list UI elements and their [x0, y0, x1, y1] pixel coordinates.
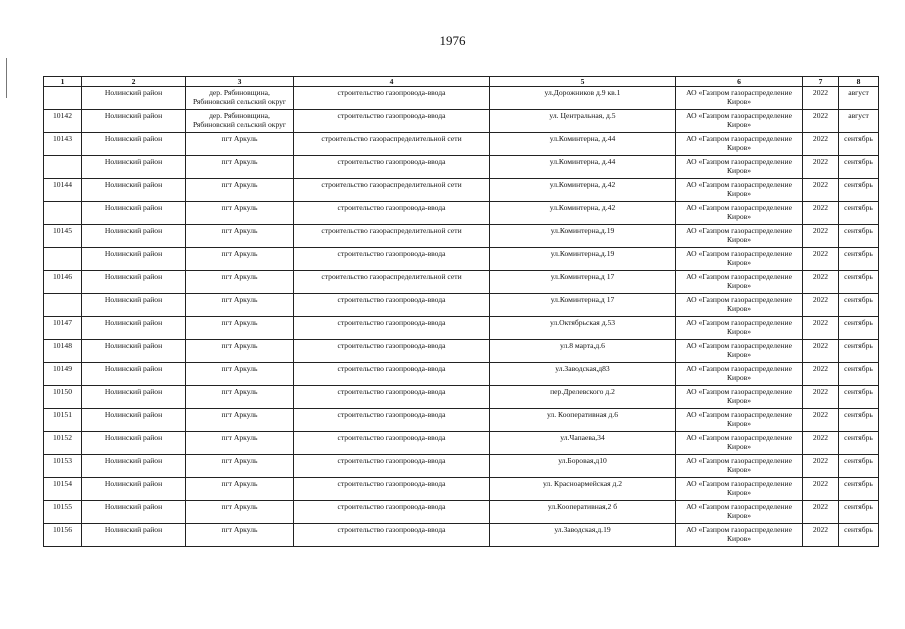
month-cell: сентябрь	[839, 409, 879, 432]
row-number-cell	[44, 248, 82, 271]
row-number-cell: 10155	[44, 501, 82, 524]
column-header: 7	[803, 77, 839, 87]
district-cell: Нолинский район	[82, 340, 186, 363]
table-row	[44, 156, 879, 179]
month-cell: сентябрь	[839, 501, 879, 524]
locality-cell: пгт Аркуль	[186, 409, 294, 432]
year-cell: 2022	[803, 409, 839, 432]
year-cell: 2022	[803, 248, 839, 271]
organization-cell: АО «Газпром газораспределение Киров»	[676, 110, 803, 133]
table-row	[44, 179, 879, 202]
month-cell: сентябрь	[839, 317, 879, 340]
table-row	[44, 87, 879, 110]
locality-cell: дер. Рябиновщина, Рябиновский сельский округ	[186, 110, 294, 133]
organization-cell: АО «Газпром газораспределение Киров»	[676, 133, 803, 156]
organization-cell: АО «Газпром газораспределение Киров»	[676, 248, 803, 271]
month-cell: август	[839, 87, 879, 110]
organization-cell: АО «Газпром газораспределение Киров»	[676, 179, 803, 202]
month-cell: сентябрь	[839, 478, 879, 501]
row-number-cell: 10146	[44, 271, 82, 294]
locality-cell: пгт Аркуль	[186, 133, 294, 156]
year-cell: 2022	[803, 340, 839, 363]
address-cell: ул.Боровая,д10	[490, 455, 676, 478]
locality-cell: пгт Аркуль	[186, 432, 294, 455]
row-number-cell: 10149	[44, 363, 82, 386]
address-cell: пер.Дрелевского д.2	[490, 386, 676, 409]
district-cell: Нолинский район	[82, 455, 186, 478]
page-number: 1976	[439, 33, 466, 48]
month-cell: сентябрь	[839, 294, 879, 317]
address-cell: ул. Кооперативная д.6	[490, 409, 676, 432]
row-number-cell: 10143	[44, 133, 82, 156]
table-row	[44, 294, 879, 317]
work-type-cell: строительство газопровода-ввода	[294, 340, 490, 363]
work-type-cell: строительство газопровода-ввода	[294, 363, 490, 386]
row-number-cell: 10152	[44, 432, 82, 455]
work-type-cell: строительство газопровода-ввода	[294, 156, 490, 179]
month-cell: сентябрь	[839, 432, 879, 455]
header-row	[44, 77, 879, 87]
locality-cell: пгт Аркуль	[186, 248, 294, 271]
table-row	[44, 317, 879, 340]
column-header: 8	[839, 77, 879, 87]
table-row	[44, 455, 879, 478]
address-cell: ул.8 марта,д.6	[490, 340, 676, 363]
month-cell: сентябрь	[839, 271, 879, 294]
work-type-cell: строительство газопровода-ввода	[294, 87, 490, 110]
table-row	[44, 340, 879, 363]
column-header: 4	[294, 77, 490, 87]
column-header: 6	[676, 77, 803, 87]
address-cell: ул.Коминтерна, д.42	[490, 202, 676, 225]
address-cell: ул. Центральная, д.5	[490, 110, 676, 133]
gas-registry-table	[43, 76, 879, 547]
district-cell: Нолинский район	[82, 363, 186, 386]
locality-cell: пгт Аркуль	[186, 363, 294, 386]
table-row	[44, 432, 879, 455]
address-cell: ул.Коминтерна,д.19	[490, 225, 676, 248]
organization-cell: АО «Газпром газораспределение Киров»	[676, 524, 803, 547]
row-number-cell: 10150	[44, 386, 82, 409]
table-row	[44, 225, 879, 248]
organization-cell: АО «Газпром газораспределение Киров»	[676, 294, 803, 317]
work-type-cell: строительство газопровода-ввода	[294, 432, 490, 455]
work-type-cell: строительство газопровода-ввода	[294, 455, 490, 478]
month-cell: сентябрь	[839, 202, 879, 225]
table-row	[44, 202, 879, 225]
organization-cell: АО «Газпром газораспределение Киров»	[676, 478, 803, 501]
work-type-cell: строительство газопровода-ввода	[294, 386, 490, 409]
month-cell: сентябрь	[839, 248, 879, 271]
locality-cell: пгт Аркуль	[186, 271, 294, 294]
year-cell: 2022	[803, 133, 839, 156]
work-type-cell: строительство газопровода-ввода	[294, 478, 490, 501]
district-cell: Нолинский район	[82, 501, 186, 524]
organization-cell: АО «Газпром газораспределение Киров»	[676, 271, 803, 294]
district-cell: Нолинский район	[82, 133, 186, 156]
row-number-cell: 10153	[44, 455, 82, 478]
address-cell: ул.Коминтерна, д.44	[490, 156, 676, 179]
table-row	[44, 363, 879, 386]
month-cell: сентябрь	[839, 524, 879, 547]
month-cell: сентябрь	[839, 363, 879, 386]
table-row	[44, 386, 879, 409]
year-cell: 2022	[803, 87, 839, 110]
district-cell: Нолинский район	[82, 432, 186, 455]
organization-cell: АО «Газпром газораспределение Киров»	[676, 202, 803, 225]
table-row	[44, 133, 879, 156]
table-row	[44, 478, 879, 501]
year-cell: 2022	[803, 179, 839, 202]
row-number-cell	[44, 156, 82, 179]
month-cell: сентябрь	[839, 340, 879, 363]
district-cell: Нолинский район	[82, 317, 186, 340]
row-number-cell: 10156	[44, 524, 82, 547]
organization-cell: АО «Газпром газораспределение Киров»	[676, 363, 803, 386]
work-type-cell: строительство газопровода-ввода	[294, 248, 490, 271]
row-number-cell: 10145	[44, 225, 82, 248]
work-type-cell: строительство газораспределительной сети	[294, 179, 490, 202]
table-row	[44, 501, 879, 524]
address-cell: ул. Красноармейская д.2	[490, 478, 676, 501]
year-cell: 2022	[803, 524, 839, 547]
organization-cell: АО «Газпром газораспределение Киров»	[676, 87, 803, 110]
month-cell: сентябрь	[839, 386, 879, 409]
district-cell: Нолинский район	[82, 271, 186, 294]
address-cell: ул.Чапаева,34	[490, 432, 676, 455]
work-type-cell: строительство газопровода-ввода	[294, 317, 490, 340]
row-number-cell: 10151	[44, 409, 82, 432]
work-type-cell: строительство газопровода-ввода	[294, 110, 490, 133]
organization-cell: АО «Газпром газораспределение Киров»	[676, 409, 803, 432]
district-cell: Нолинский район	[82, 294, 186, 317]
row-number-cell	[44, 294, 82, 317]
row-number-cell: 10154	[44, 478, 82, 501]
year-cell: 2022	[803, 478, 839, 501]
table-row	[44, 248, 879, 271]
year-cell: 2022	[803, 294, 839, 317]
address-cell: ул.Заводская,д83	[490, 363, 676, 386]
year-cell: 2022	[803, 455, 839, 478]
district-cell: Нолинский район	[82, 386, 186, 409]
year-cell: 2022	[803, 156, 839, 179]
organization-cell: АО «Газпром газораспределение Киров»	[676, 455, 803, 478]
district-cell: Нолинский район	[82, 87, 186, 110]
year-cell: 2022	[803, 271, 839, 294]
organization-cell: АО «Газпром газораспределение Киров»	[676, 317, 803, 340]
locality-cell: пгт Аркуль	[186, 317, 294, 340]
year-cell: 2022	[803, 363, 839, 386]
locality-cell: пгт Аркуль	[186, 225, 294, 248]
address-cell: ул.Коминтерна, д.42	[490, 179, 676, 202]
locality-cell: пгт Аркуль	[186, 156, 294, 179]
locality-cell: пгт Аркуль	[186, 340, 294, 363]
address-cell: ул.Коминтерна,д 17	[490, 271, 676, 294]
month-cell: сентябрь	[839, 225, 879, 248]
locality-cell: пгт Аркуль	[186, 501, 294, 524]
column-header: 2	[82, 77, 186, 87]
locality-cell: пгт Аркуль	[186, 294, 294, 317]
locality-cell: пгт Аркуль	[186, 455, 294, 478]
year-cell: 2022	[803, 225, 839, 248]
locality-cell: пгт Аркуль	[186, 386, 294, 409]
row-number-cell: 10147	[44, 317, 82, 340]
month-cell: сентябрь	[839, 133, 879, 156]
address-cell: ул.Коминтерна,д 17	[490, 294, 676, 317]
locality-cell: пгт Аркуль	[186, 179, 294, 202]
row-number-cell: 10148	[44, 340, 82, 363]
table-row	[44, 271, 879, 294]
column-header: 5	[490, 77, 676, 87]
column-header: 1	[44, 77, 82, 87]
work-type-cell: строительство газопровода-ввода	[294, 294, 490, 317]
month-cell: сентябрь	[839, 455, 879, 478]
organization-cell: АО «Газпром газораспределение Киров»	[676, 340, 803, 363]
district-cell: Нолинский район	[82, 110, 186, 133]
column-header: 3	[186, 77, 294, 87]
month-cell: сентябрь	[839, 156, 879, 179]
district-cell: Нолинский район	[82, 202, 186, 225]
year-cell: 2022	[803, 432, 839, 455]
table-row	[44, 110, 879, 133]
district-cell: Нолинский район	[82, 409, 186, 432]
table-row	[44, 524, 879, 547]
organization-cell: АО «Газпром газораспределение Киров»	[676, 156, 803, 179]
row-number-cell	[44, 87, 82, 110]
address-cell: ул.Кооперативная,2 б	[490, 501, 676, 524]
address-cell: ул.Дорожников д.9 кв.1	[490, 87, 676, 110]
locality-cell: пгт Аркуль	[186, 202, 294, 225]
row-number-cell	[44, 202, 82, 225]
work-type-cell: строительство газопровода-ввода	[294, 524, 490, 547]
row-number-cell: 10142	[44, 110, 82, 133]
organization-cell: АО «Газпром газораспределение Киров»	[676, 432, 803, 455]
year-cell: 2022	[803, 386, 839, 409]
district-cell: Нолинский район	[82, 524, 186, 547]
address-cell: ул.Коминтерна,д.19	[490, 248, 676, 271]
work-type-cell: строительство газопровода-ввода	[294, 501, 490, 524]
organization-cell: АО «Газпром газораспределение Киров»	[676, 225, 803, 248]
month-cell: сентябрь	[839, 179, 879, 202]
district-cell: Нолинский район	[82, 225, 186, 248]
locality-cell: пгт Аркуль	[186, 524, 294, 547]
locality-cell: дер. Рябиновщина, Рябиновский сельский округ	[186, 87, 294, 110]
year-cell: 2022	[803, 110, 839, 133]
district-cell: Нолинский район	[82, 156, 186, 179]
work-type-cell: строительство газораспределительной сети	[294, 133, 490, 156]
locality-cell: пгт Аркуль	[186, 478, 294, 501]
year-cell: 2022	[803, 501, 839, 524]
table-row	[44, 409, 879, 432]
address-cell: ул.Октябрьская д.53	[490, 317, 676, 340]
address-cell: ул.Коминтерна, д.44	[490, 133, 676, 156]
work-type-cell: строительство газопровода-ввода	[294, 409, 490, 432]
organization-cell: АО «Газпром газораспределение Киров»	[676, 386, 803, 409]
district-cell: Нолинский район	[82, 248, 186, 271]
year-cell: 2022	[803, 317, 839, 340]
work-type-cell: строительство газораспределительной сети	[294, 225, 490, 248]
district-cell: Нолинский район	[82, 478, 186, 501]
work-type-cell: строительство газопровода-ввода	[294, 202, 490, 225]
margin-rule	[6, 58, 7, 98]
work-type-cell: строительство газораспределительной сети	[294, 271, 490, 294]
address-cell: ул.Заводская,д.19	[490, 524, 676, 547]
district-cell: Нолинский район	[82, 179, 186, 202]
organization-cell: АО «Газпром газораспределение Киров»	[676, 501, 803, 524]
year-cell: 2022	[803, 202, 839, 225]
row-number-cell: 10144	[44, 179, 82, 202]
month-cell: август	[839, 110, 879, 133]
